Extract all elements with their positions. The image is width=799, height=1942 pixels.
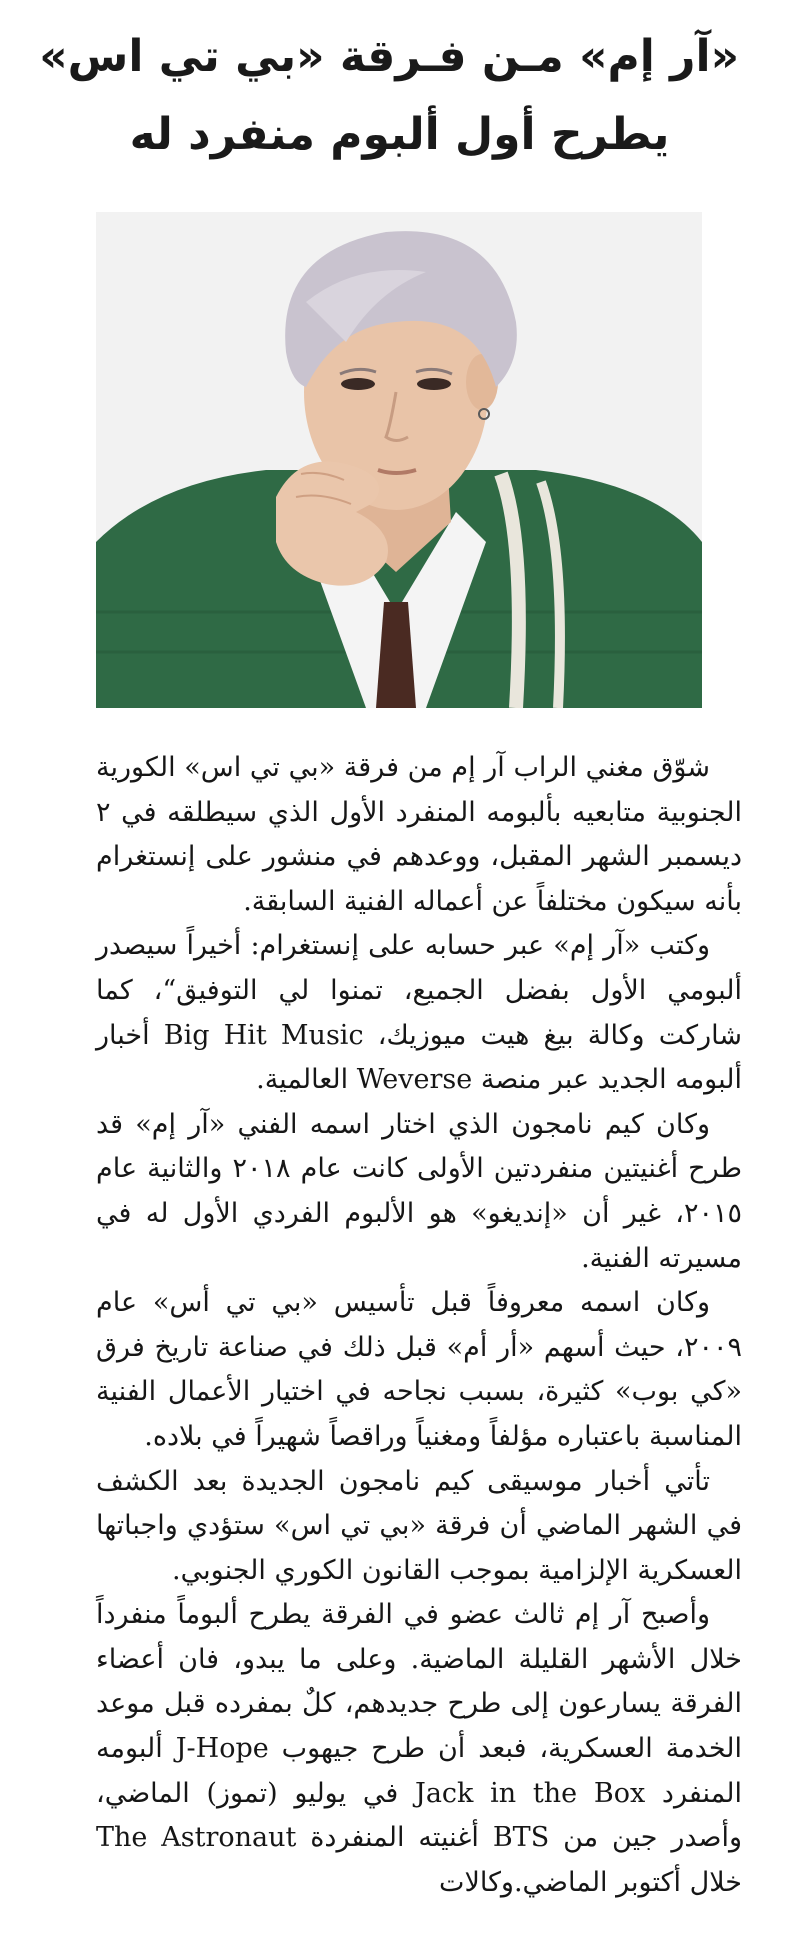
- article-paragraph-4: وكان اسمه معروفاً قبل تأسيس «بي تي أس» عام ٢٠٠٩، حيث أسهم «أر أم» قبل ذلك في صناعة تاريخ فرق «كي بوب» كثيرة، بسبب نجاحه في اختيار الأعمال الفنية المناسبة باعتباره مؤلفاً ومغنياً وراقصاً شهيراً في بلاده.: [96, 1287, 742, 1452]
- article-body: [96, 746, 742, 1905]
- article-paragraph-1: شوّق مغني الراب آر إم من فرقة «بي تي اس» الكورية الجنوبية متابعيه بألبومه المنفرد الأول الذي سيطلقه في ٢ ديسمبر الشهر المقبل، ووعدهم في منشور على إنستغرام بأنه سيكون مختلفاً عن أعماله الفنية السابقة.: [96, 752, 742, 917]
- headline-line-1: «آر إم» مـن فـرقة «بي تي اس»: [39, 31, 739, 82]
- portrait-illustration: [96, 212, 702, 708]
- article-photo: [96, 212, 702, 708]
- article-paragraph-2: وكتب «آر إم» عبر حسابه على إنستغرام: أخيراً سيصدر ألبومي الأول بفضل الجميع، تمنوا لي التوفيق“، كما شاركت وكالة بيغ هيت ميوزيك، Big Hit Music أخبار ألبومه الجديد عبر منصة Weverse العالمية.: [96, 930, 743, 1096]
- article-paragraph-5: تأتي أخبار موسيقى كيم نامجون الجديدة بعد الكشف في الشهر الماضي أن فرقة «بي تي اس» ستؤدي واجباتها العسكرية الإلزامية بموجب القانون الكوري الجنوبي.: [96, 1465, 742, 1586]
- headline-line-2: يطرح أول ألبوم منفرد له: [129, 109, 670, 160]
- article-paragraph-3: وكان كيم نامجون الذي اختار اسمه الفني «آر إم» قد طرح أغنيتين منفردتين الأولى كانت عام ٢٠١٨ والثانية عام ٢٠١٥، غير أن «إنديغو» هو الألبوم الفردي الأول له في مسيرته الفنية.: [96, 1108, 743, 1274]
- article-paragraph-6: وأصبح آر إم ثالث عضو في الفرقة يطرح ألبوماً منفرداً خلال الأشهر القليلة الماضية. وعلى ما يبدو، فان أعضاء الفرقة يسارعون إلى طرح جديدهم، كلٌ بمفرده قبل موعد الخدمة العسكرية، فبعد أن طرح جيهوب J-Hope ألبومه المنفرد Jack in the Box في يوليو (تموز) الماضي، وأصدر جين من BTS أغنيته المنفردة The Astronaut خلال أكتوبر الماضي.وكالات: [96, 1599, 742, 1898]
- article-headline: [39, 18, 739, 174]
